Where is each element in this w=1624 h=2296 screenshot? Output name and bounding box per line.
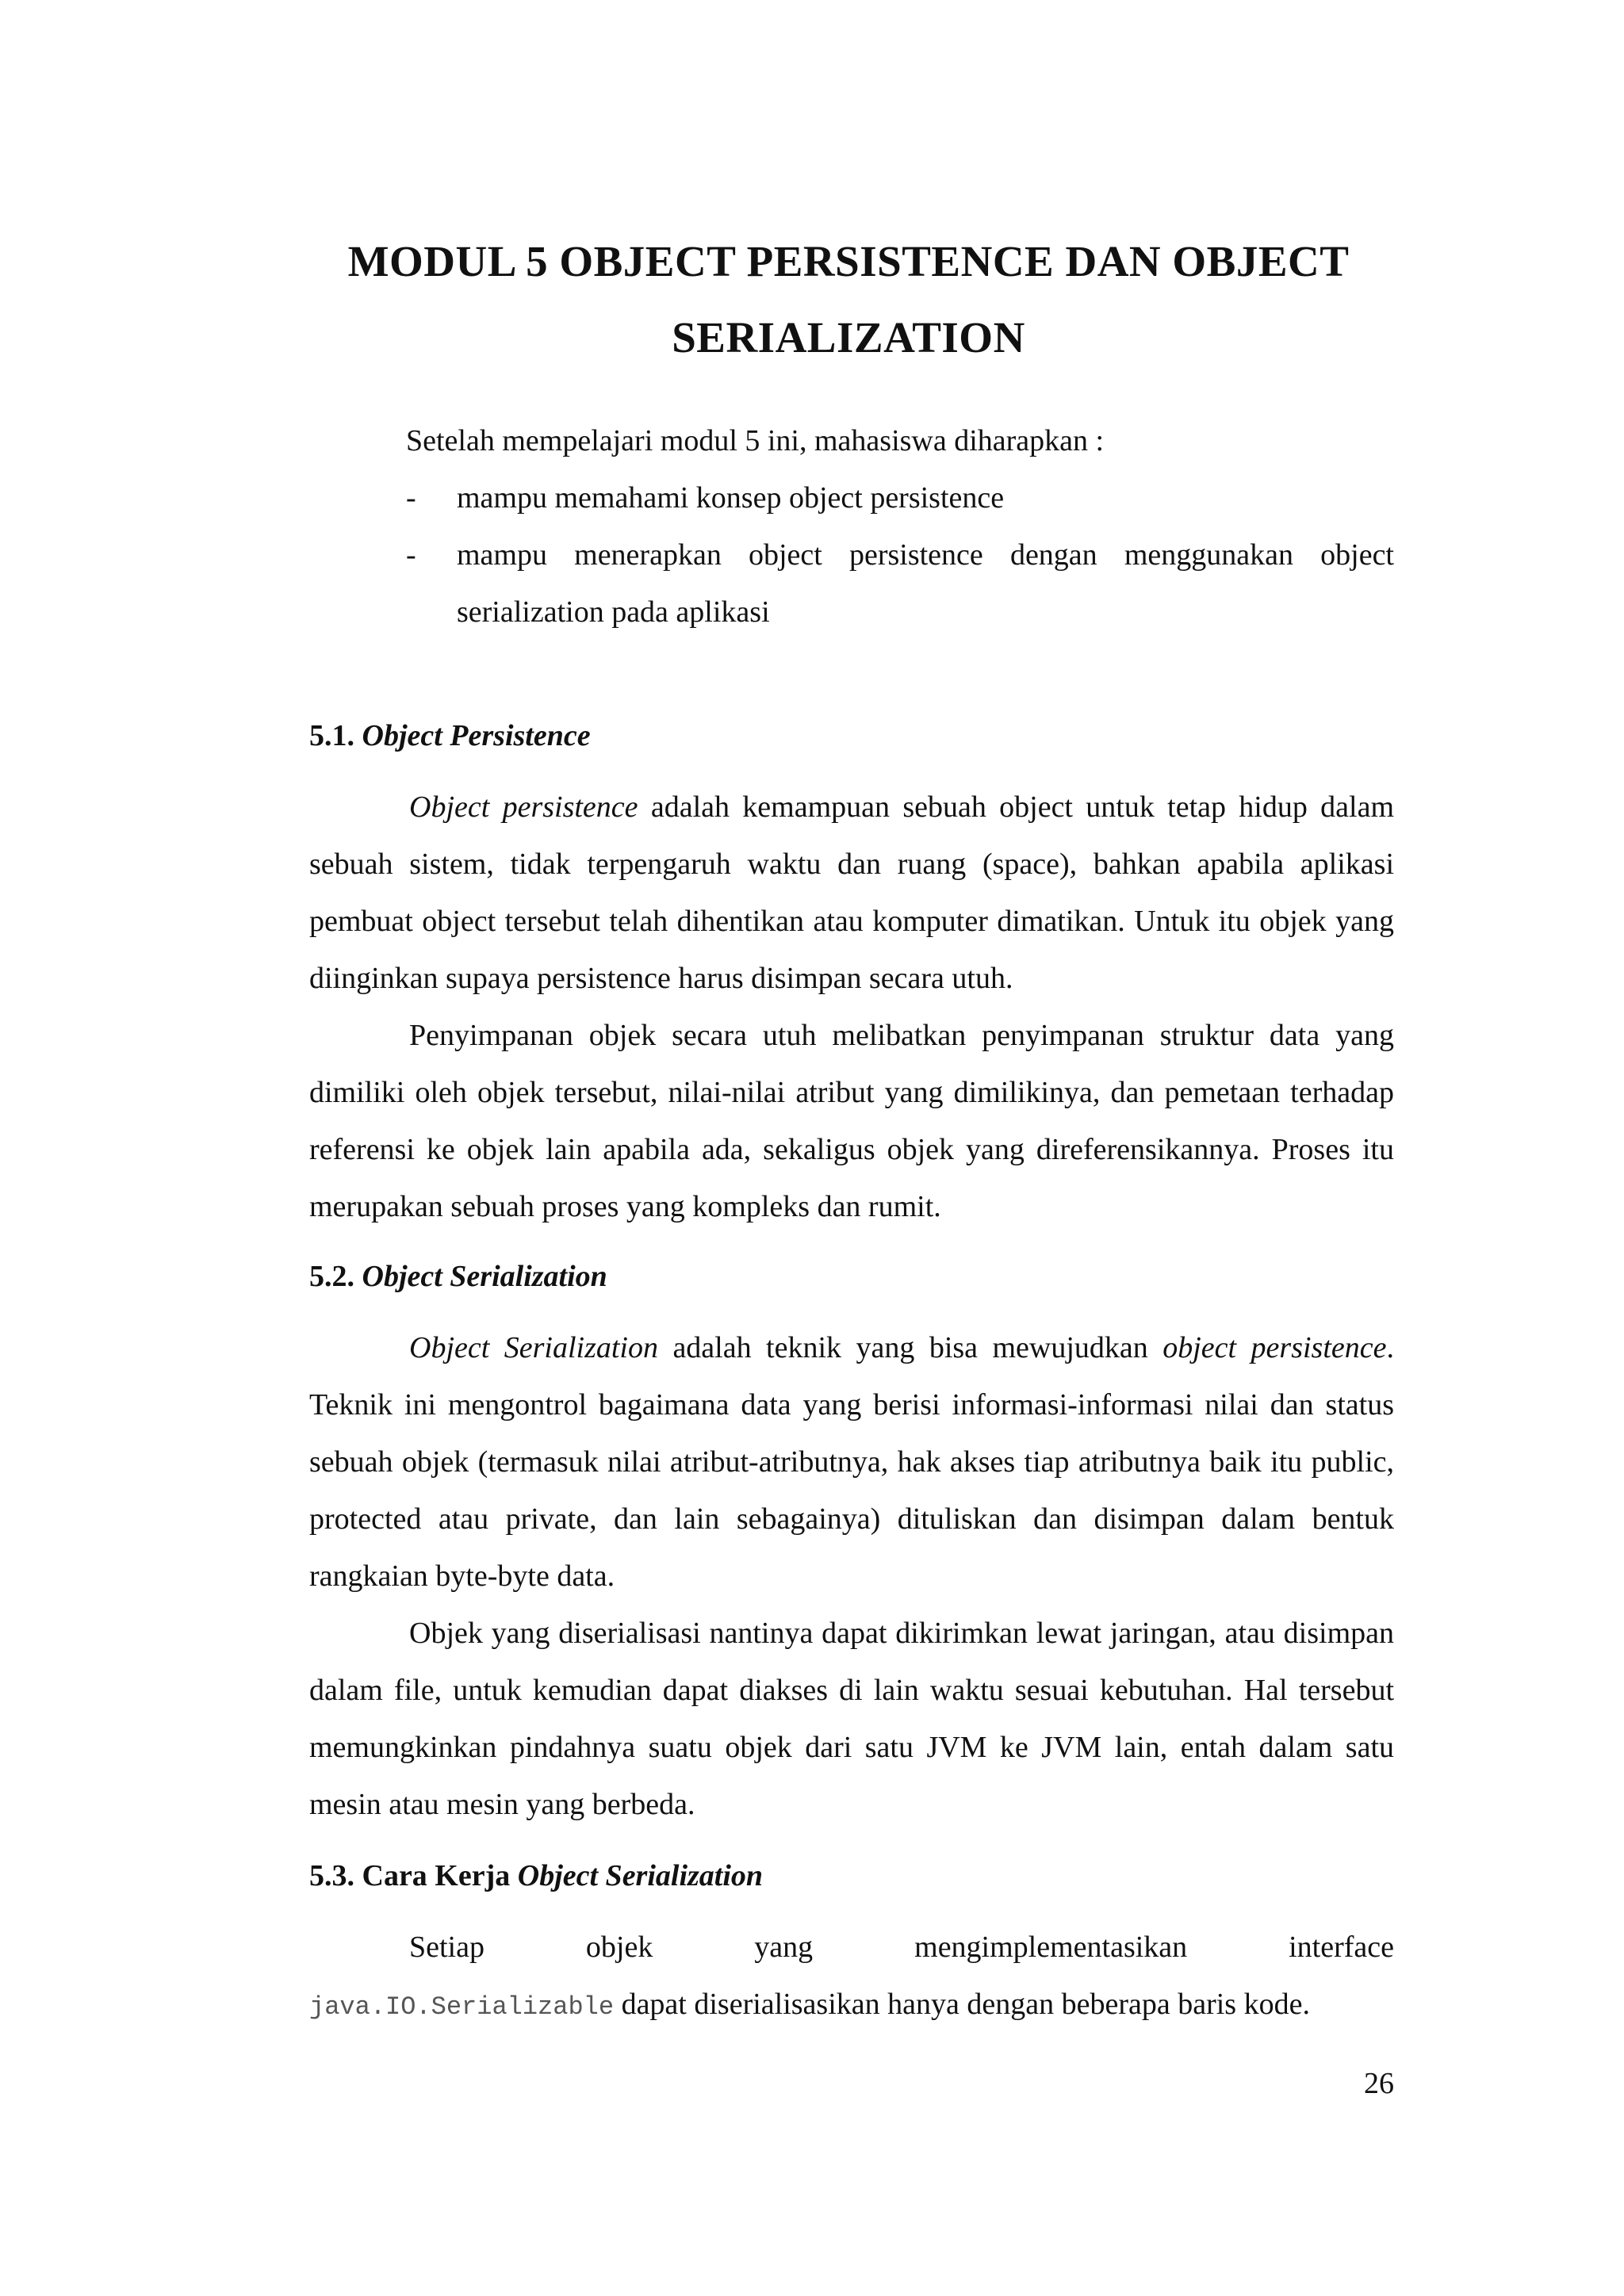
page-number: 26 [1364, 2067, 1394, 2100]
module-title-line-1: MODUL 5 OBJECT PERSISTENCE DAN OBJECT [347, 237, 1350, 285]
module-title [309, 224, 1388, 376]
emphasis-term: Object Serialization [409, 1331, 658, 1364]
paragraph-text: adalah kemampuan sebuah object untuk tetap hidup dalam sebuah sistem, tidak terpengaruh waktu dan ruang (space), bahkan apabila aplikasi pembuat object tersebut telah dihentikan atau komputer dimatikan. Untuk itu objek yang diinginkan supaya persistence harus disimpan secara utuh. [309, 790, 1394, 995]
learning-goal-item [406, 526, 1394, 641]
learning-goal-item [406, 469, 1394, 526]
paragraph-object-serialization-1 [309, 1319, 1394, 1605]
intro-lead: Setelah mempelajari modul 5 ini, mahasiswa diharapkan : [406, 424, 1105, 457]
emphasis-term: object persistence [1162, 1331, 1387, 1364]
emphasis-term: Object persistence [409, 790, 638, 824]
section-number: 5.3. [309, 1859, 354, 1892]
section-title-emphasis: Object Serialization [517, 1859, 764, 1892]
paragraph-text: dapat diserialisasikan hanya dengan beberapa baris kode. [614, 1988, 1310, 2021]
list-dash: - [406, 538, 416, 572]
paragraph-text: . Teknik ini mengontrol bagaimana data yang berisi informasi-informasi nilai dan status sebuah objek (termasuk nilai atribut-atributnya, hak akses tiap atributnya baik itu public, protected atau private, dan lain sebagainya) dituliskan dan disimpan dalam bentuk rangkaian byte-byte data. [309, 1331, 1394, 1593]
paragraph-object-persistence-1 [309, 779, 1394, 1007]
section-title: Object Serialization [362, 1260, 607, 1293]
paragraph-object-serialization-2: Objek yang diserialisasi nantinya dapat dikirimkan lewat jaringan, atau disimpan dalam file, untuk kemudian dapat diakses di lain waktu sesuai kebutuhan. Hal tersebut memungkinkan pindahnya suatu objek dari satu JVM ke JVM lain, entah dalam satu mesin atau mesin yang berbeda. [309, 1617, 1394, 1821]
learning-goals-list [406, 469, 1394, 641]
paragraph-text: adalah teknik yang bisa mewujudkan [657, 1331, 1163, 1364]
section-heading-5-2 [309, 1248, 1394, 1305]
section-title: Object Persistence [362, 719, 591, 752]
paragraph-how-serialization-works-line-1: Setiap objek yang mengimplementasikan interface [409, 1931, 1394, 1964]
section-number: 5.1. [309, 719, 354, 752]
module-title-line-2: SERIALIZATION [672, 313, 1025, 362]
section-number: 5.2. [309, 1260, 354, 1293]
paragraph-object-persistence-2: Penyimpanan objek secara utuh melibatkan penyimpanan struktur data yang dimiliki oleh objek tersebut, nilai-nilai atribut yang dimilikinya, dan pemetaan terhadap referensi ke objek lain apabila ada, sekaligus objek yang direferensikannya. Proses itu merupakan sebuah proses yang kompleks dan rumit. [309, 1019, 1394, 1223]
learning-goal-text: mampu memahami konsep object persistence [457, 481, 1005, 515]
code-class-name: java.IO.Serializable [309, 1992, 615, 2022]
section-title-plain: Cara Kerja [362, 1859, 518, 1892]
section-heading-5-1 [309, 707, 1394, 764]
paragraph-how-serialization-works-line-2 [309, 1976, 1394, 2036]
learning-goal-text: mampu menerapkan object persistence dengan menggunakan object serialization pada aplikasi [457, 538, 1394, 629]
list-dash: - [406, 481, 416, 515]
section-heading-5-3 [309, 1847, 1394, 1904]
